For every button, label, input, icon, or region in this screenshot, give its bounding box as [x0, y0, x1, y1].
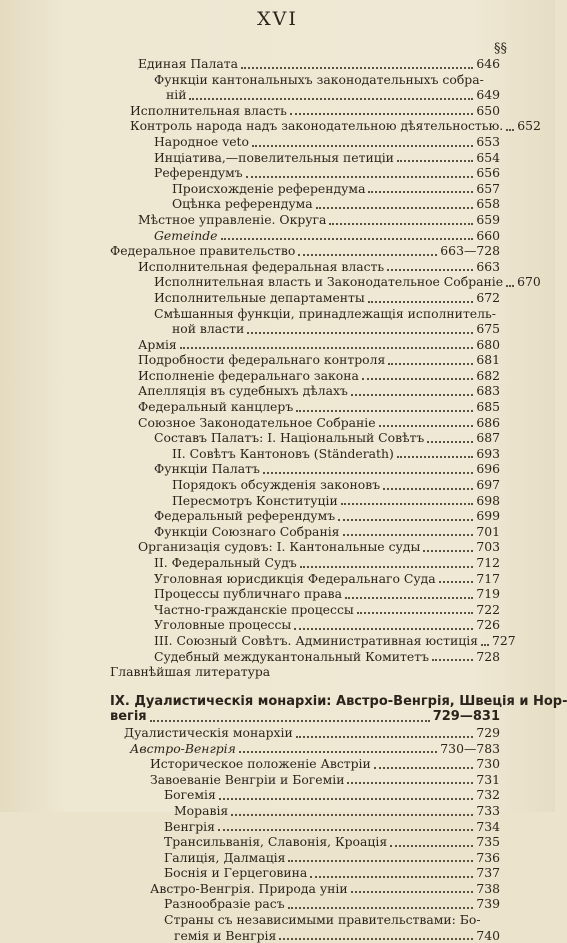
toc-entry-title: Страны съ независимыми правительствами: Бо- — [164, 912, 481, 928]
dot-leader — [219, 798, 474, 800]
toc-entry-page: 654 — [476, 149, 500, 165]
toc-entry-page: 734 — [476, 818, 500, 834]
toc-entry — [110, 368, 500, 384]
dot-leader — [383, 488, 473, 490]
toc-entry — [110, 571, 500, 587]
dot-leader — [397, 456, 474, 458]
toc-entry-title: Апелляція въ судебныхъ дѣлахъ — [138, 383, 348, 399]
toc-entry-page: 687 — [476, 430, 500, 446]
dot-leader — [341, 503, 474, 505]
dot-leader — [427, 441, 473, 443]
toc-entry-page: 737 — [476, 865, 500, 881]
toc-entry — [110, 477, 500, 493]
section-mark: §§ — [494, 41, 507, 56]
toc-entry — [110, 539, 500, 555]
dot-leader — [481, 644, 489, 646]
toc-entry-page: 730—783 — [440, 740, 500, 756]
toc-entry-page: 730 — [476, 756, 500, 772]
toc-entry-title: Уголовная юрисдикція Федеральнаго Суда — [154, 570, 436, 586]
toc-entry-page: 658 — [476, 196, 500, 212]
toc-entry-page: 693 — [476, 445, 500, 461]
dot-leader — [218, 829, 473, 831]
toc-entry — [110, 72, 500, 88]
toc-entry-title: Gemeinde — [154, 227, 218, 243]
dot-leader — [221, 238, 474, 240]
toc-entry — [110, 741, 500, 757]
dot-leader — [388, 363, 473, 365]
toc-entry — [110, 803, 500, 819]
dot-leader — [351, 891, 474, 893]
toc-entry — [110, 664, 500, 680]
toc-entry — [110, 881, 500, 897]
toc-entry — [110, 834, 500, 850]
toc-entry — [110, 306, 500, 322]
toc-entry-title: Функціи кантональныхъ законодательныхъ собра- — [154, 71, 484, 87]
toc-entry — [110, 383, 500, 399]
toc-entry-page: 717 — [476, 570, 500, 586]
table-of-contents — [110, 56, 567, 943]
toc-entry — [110, 103, 500, 119]
toc-entry — [110, 446, 500, 462]
toc-entry-page: 663—728 — [440, 243, 500, 259]
dot-leader — [239, 751, 437, 753]
toc-entry-page: 726 — [476, 617, 500, 633]
toc-entry-title: Федеральный канцлеръ — [138, 399, 294, 415]
toc-entry-page: 680 — [476, 336, 500, 352]
toc-entry-title: III. Союзный Совѣтъ. Административная юстиція — [154, 632, 478, 648]
toc-entry-title: Исполнительная власть — [130, 102, 287, 118]
toc-entry-page: 739 — [476, 896, 500, 912]
toc-entry-title: Происхожденіе референдума — [172, 180, 366, 196]
toc-entry-title: Единая Палата — [138, 56, 239, 71]
toc-entry-page: 696 — [476, 461, 500, 477]
toc-entry — [110, 196, 500, 212]
toc-entry-page: 729 — [476, 724, 500, 740]
dot-leader — [298, 254, 437, 256]
toc-entry-page: 722 — [476, 601, 500, 617]
toc-entry — [110, 228, 500, 244]
toc-entry-title: Исполнительные департаменты — [154, 289, 365, 305]
toc-entry — [110, 165, 500, 181]
toc-entry-title: II. Федеральный Судъ — [154, 555, 297, 570]
toc-entry — [110, 259, 500, 275]
toc-entry-title: Функціи Союзнаго Собранія — [154, 523, 340, 539]
dot-leader — [296, 736, 474, 738]
toc-entry-title: Федеральное правительство — [110, 243, 296, 259]
toc-part-two — [110, 725, 500, 943]
toc-entry — [110, 865, 500, 881]
toc-entry — [110, 508, 500, 524]
dot-leader — [231, 814, 473, 816]
dot-leader — [351, 394, 474, 396]
toc-entry-page: 738 — [476, 880, 500, 896]
toc-entry — [110, 415, 500, 431]
chapter-title-line2: вегія 729—831 — [110, 709, 500, 725]
toc-entry-page: 659 — [476, 211, 500, 227]
toc-entry-page: 682 — [476, 367, 500, 383]
dot-leader — [241, 67, 473, 69]
toc-entry-title: Уголовные процессы — [154, 617, 292, 633]
toc-entry — [110, 850, 500, 866]
dot-leader — [310, 876, 473, 878]
dot-leader — [362, 378, 473, 380]
toc-entry-page: 660 — [476, 227, 500, 243]
toc-entry-title: Смѣшанныя функціи, принадлежащія исполнитель- — [154, 305, 496, 321]
toc-entry — [110, 756, 500, 772]
dot-leader — [290, 113, 474, 115]
toc-entry-title: Галиція, Далмація — [164, 849, 286, 865]
toc-entry-page: 650 — [476, 102, 500, 118]
dot-leader — [347, 782, 473, 784]
page-number: XVI — [257, 8, 298, 30]
toc-entry-page: 728 — [476, 648, 500, 664]
toc-entry — [110, 337, 500, 353]
toc-entry-title: Разнообразіе расъ — [164, 896, 285, 912]
dot-leader — [439, 581, 474, 583]
dot-leader — [263, 472, 473, 474]
toc-entry-title: Процессы публичнаго права — [154, 586, 342, 602]
toc-entry-title: гемія и Венгрія — [174, 927, 277, 943]
chapter-heading — [110, 693, 567, 725]
dot-leader — [506, 285, 514, 287]
toc-entry-page: 683 — [476, 383, 500, 399]
toc-entry-page: 735 — [476, 834, 500, 850]
toc-entry — [110, 134, 500, 150]
toc-entry — [110, 274, 541, 290]
toc-entry-title: Моравія — [174, 802, 229, 818]
dot-leader — [374, 767, 474, 769]
toc-entry-title: Функціи Палатъ — [154, 461, 260, 477]
toc-entry-page: 736 — [476, 849, 500, 865]
toc-entry-title: Порядокъ обсужденія законовъ — [172, 477, 381, 493]
dot-leader — [288, 907, 474, 909]
toc-entry-title: Народное veto — [154, 133, 249, 149]
toc-entry-page: 697 — [476, 477, 500, 493]
toc-entry-title: Референдумъ — [154, 165, 243, 181]
dot-leader — [423, 550, 473, 552]
toc-entry-title: ній — [166, 87, 187, 103]
toc-entry-title: Дуалистическія монархіи — [124, 724, 293, 740]
toc-entry-page: 675 — [476, 321, 500, 337]
toc-entry-page: 652 — [517, 118, 541, 134]
toc-entry — [110, 819, 500, 835]
toc-entry-title: Инціатива,—повелительныя петиціи — [154, 149, 394, 165]
dot-leader — [432, 659, 473, 661]
toc-entry — [110, 555, 500, 571]
toc-entry-page: 740 — [476, 927, 500, 943]
dot-leader — [296, 410, 473, 412]
toc-entry-page: 649 — [476, 87, 500, 103]
toc-entry — [110, 56, 500, 72]
toc-entry — [110, 87, 500, 103]
toc-entry-title: ной власти — [172, 321, 245, 337]
toc-entry — [110, 586, 500, 602]
toc-entry-page: 699 — [476, 508, 500, 524]
toc-entry — [110, 461, 500, 477]
toc-entry-page: 653 — [476, 133, 500, 149]
toc-entry-page: 672 — [476, 289, 500, 305]
toc-entry-title: Австро-Венгрія. Природа уніи — [150, 880, 348, 896]
dot-leader — [343, 534, 474, 536]
toc-entry — [110, 649, 500, 665]
toc-entry — [110, 150, 500, 166]
toc-entry-title: Организація судовъ: I. Кантональные суды — [138, 539, 421, 555]
toc-entry-title: Судебный междукантональный Комитетъ — [154, 648, 429, 664]
toc-entry — [110, 243, 500, 259]
dot-leader — [189, 98, 473, 100]
toc-entry-title: Австро-Венгрія — [130, 740, 236, 756]
dot-leader — [338, 519, 473, 521]
dot-leader — [288, 860, 473, 862]
dot-leader — [379, 425, 474, 427]
toc-entry-title: Богемія — [164, 787, 216, 803]
dot-leader — [390, 845, 473, 847]
dot-leader — [368, 301, 474, 303]
toc-entry — [110, 602, 500, 618]
toc-entry-title: Пересмотръ Конституціи — [172, 492, 338, 508]
toc-entry — [110, 399, 500, 415]
toc-entry-page: 731 — [476, 771, 500, 787]
toc-entry-page: 719 — [476, 586, 500, 602]
toc-entry-title: Подробности федеральнаго контроля — [138, 352, 386, 368]
toc-entry — [110, 928, 500, 943]
dot-leader — [300, 566, 474, 568]
dot-leader — [329, 223, 473, 225]
toc-entry — [110, 787, 500, 803]
toc-entry — [110, 212, 500, 228]
toc-entry-title: Мѣстное управленіе. Округа — [138, 211, 327, 227]
toc-entry-title: Завоеваніе Венгріи и Богеміи — [150, 771, 345, 787]
toc-entry — [110, 321, 500, 337]
toc-entry — [110, 181, 500, 197]
toc-entry — [110, 617, 500, 633]
toc-entry-page: 663 — [476, 258, 500, 274]
chapter-page-range: 729—831 — [432, 709, 500, 725]
toc-entry-title: Федеральный референдумъ — [154, 508, 336, 524]
toc-entry-title: Трансильванія, Славонія, Кроація — [164, 834, 388, 850]
toc-entry — [110, 352, 500, 368]
toc-entry-title: Оцѣнка референдума — [172, 196, 313, 212]
toc-entry-title: Исполнительная власть и Законодательное Собраніе — [154, 274, 504, 290]
toc-part-one — [110, 56, 541, 680]
toc-entry-title: Главнѣйшая литература — [110, 664, 271, 680]
chapter-title-line1: IX. Дуалистическія монархіи: Австро-Венгрія, Швеція и Нор- — [110, 693, 567, 709]
dot-leader — [150, 720, 430, 722]
toc-entry-title: Исполнительная федеральная власть — [138, 258, 385, 274]
dot-leader — [246, 176, 474, 178]
dot-leader — [316, 207, 474, 209]
toc-entry-page: 703 — [476, 539, 500, 555]
toc-entry-title: Историческое положеніе Австріи — [150, 756, 371, 772]
dot-leader — [180, 347, 474, 349]
toc-entry — [110, 430, 500, 446]
dot-leader — [387, 269, 473, 271]
toc-entry-title: Боснія и Герцеговина — [164, 865, 308, 881]
dot-leader — [252, 145, 473, 147]
toc-entry-title: Союзное Законодательное Собраніе — [138, 414, 376, 430]
toc-entry-page: 670 — [517, 274, 541, 290]
toc-entry — [110, 772, 500, 788]
toc-entry — [110, 632, 516, 649]
toc-entry-title: Исполненіе федеральнаго закона — [138, 367, 359, 383]
toc-entry — [110, 725, 500, 741]
dot-leader — [345, 597, 473, 599]
toc-entry-page: 686 — [476, 414, 500, 430]
dot-leader — [506, 129, 514, 131]
toc-entry-page: 727 — [491, 632, 516, 648]
toc-entry-page: 646 — [476, 56, 500, 71]
dot-leader — [247, 332, 473, 334]
dot-leader — [368, 191, 473, 193]
dot-leader — [397, 160, 473, 162]
toc-entry — [110, 118, 541, 134]
dot-leader — [279, 938, 473, 940]
toc-entry-title: Армія — [138, 336, 177, 352]
toc-entry-title: II. Совѣтъ Кантоновъ (Ständerath) — [172, 445, 394, 461]
dot-leader — [294, 628, 473, 630]
toc-entry — [110, 493, 500, 509]
toc-entry-page: 733 — [476, 802, 500, 818]
toc-entry-title: Контроль народа надъ законодательною дѣятельностью. — [130, 118, 504, 134]
toc-entry-page: 698 — [476, 492, 500, 508]
toc-entry-page: 701 — [476, 523, 500, 539]
toc-entry-title: Венгрія — [164, 818, 215, 834]
dot-leader — [357, 612, 474, 614]
toc-entry-title: Составъ Палатъ: I. Національный Совѣтъ — [154, 430, 425, 446]
toc-entry — [110, 524, 500, 540]
toc-entry-page: 732 — [476, 787, 500, 803]
toc-entry-page: 685 — [476, 399, 500, 415]
toc-entry-page: 712 — [476, 555, 500, 570]
toc-entry — [110, 290, 500, 306]
toc-entry-page: 657 — [476, 180, 500, 196]
toc-entry — [110, 912, 500, 928]
toc-entry-page: 656 — [476, 165, 500, 181]
toc-entry — [110, 896, 500, 912]
toc-entry-title: Частно-гражданскіе процессы — [154, 601, 354, 617]
toc-entry-page: 681 — [476, 352, 500, 368]
